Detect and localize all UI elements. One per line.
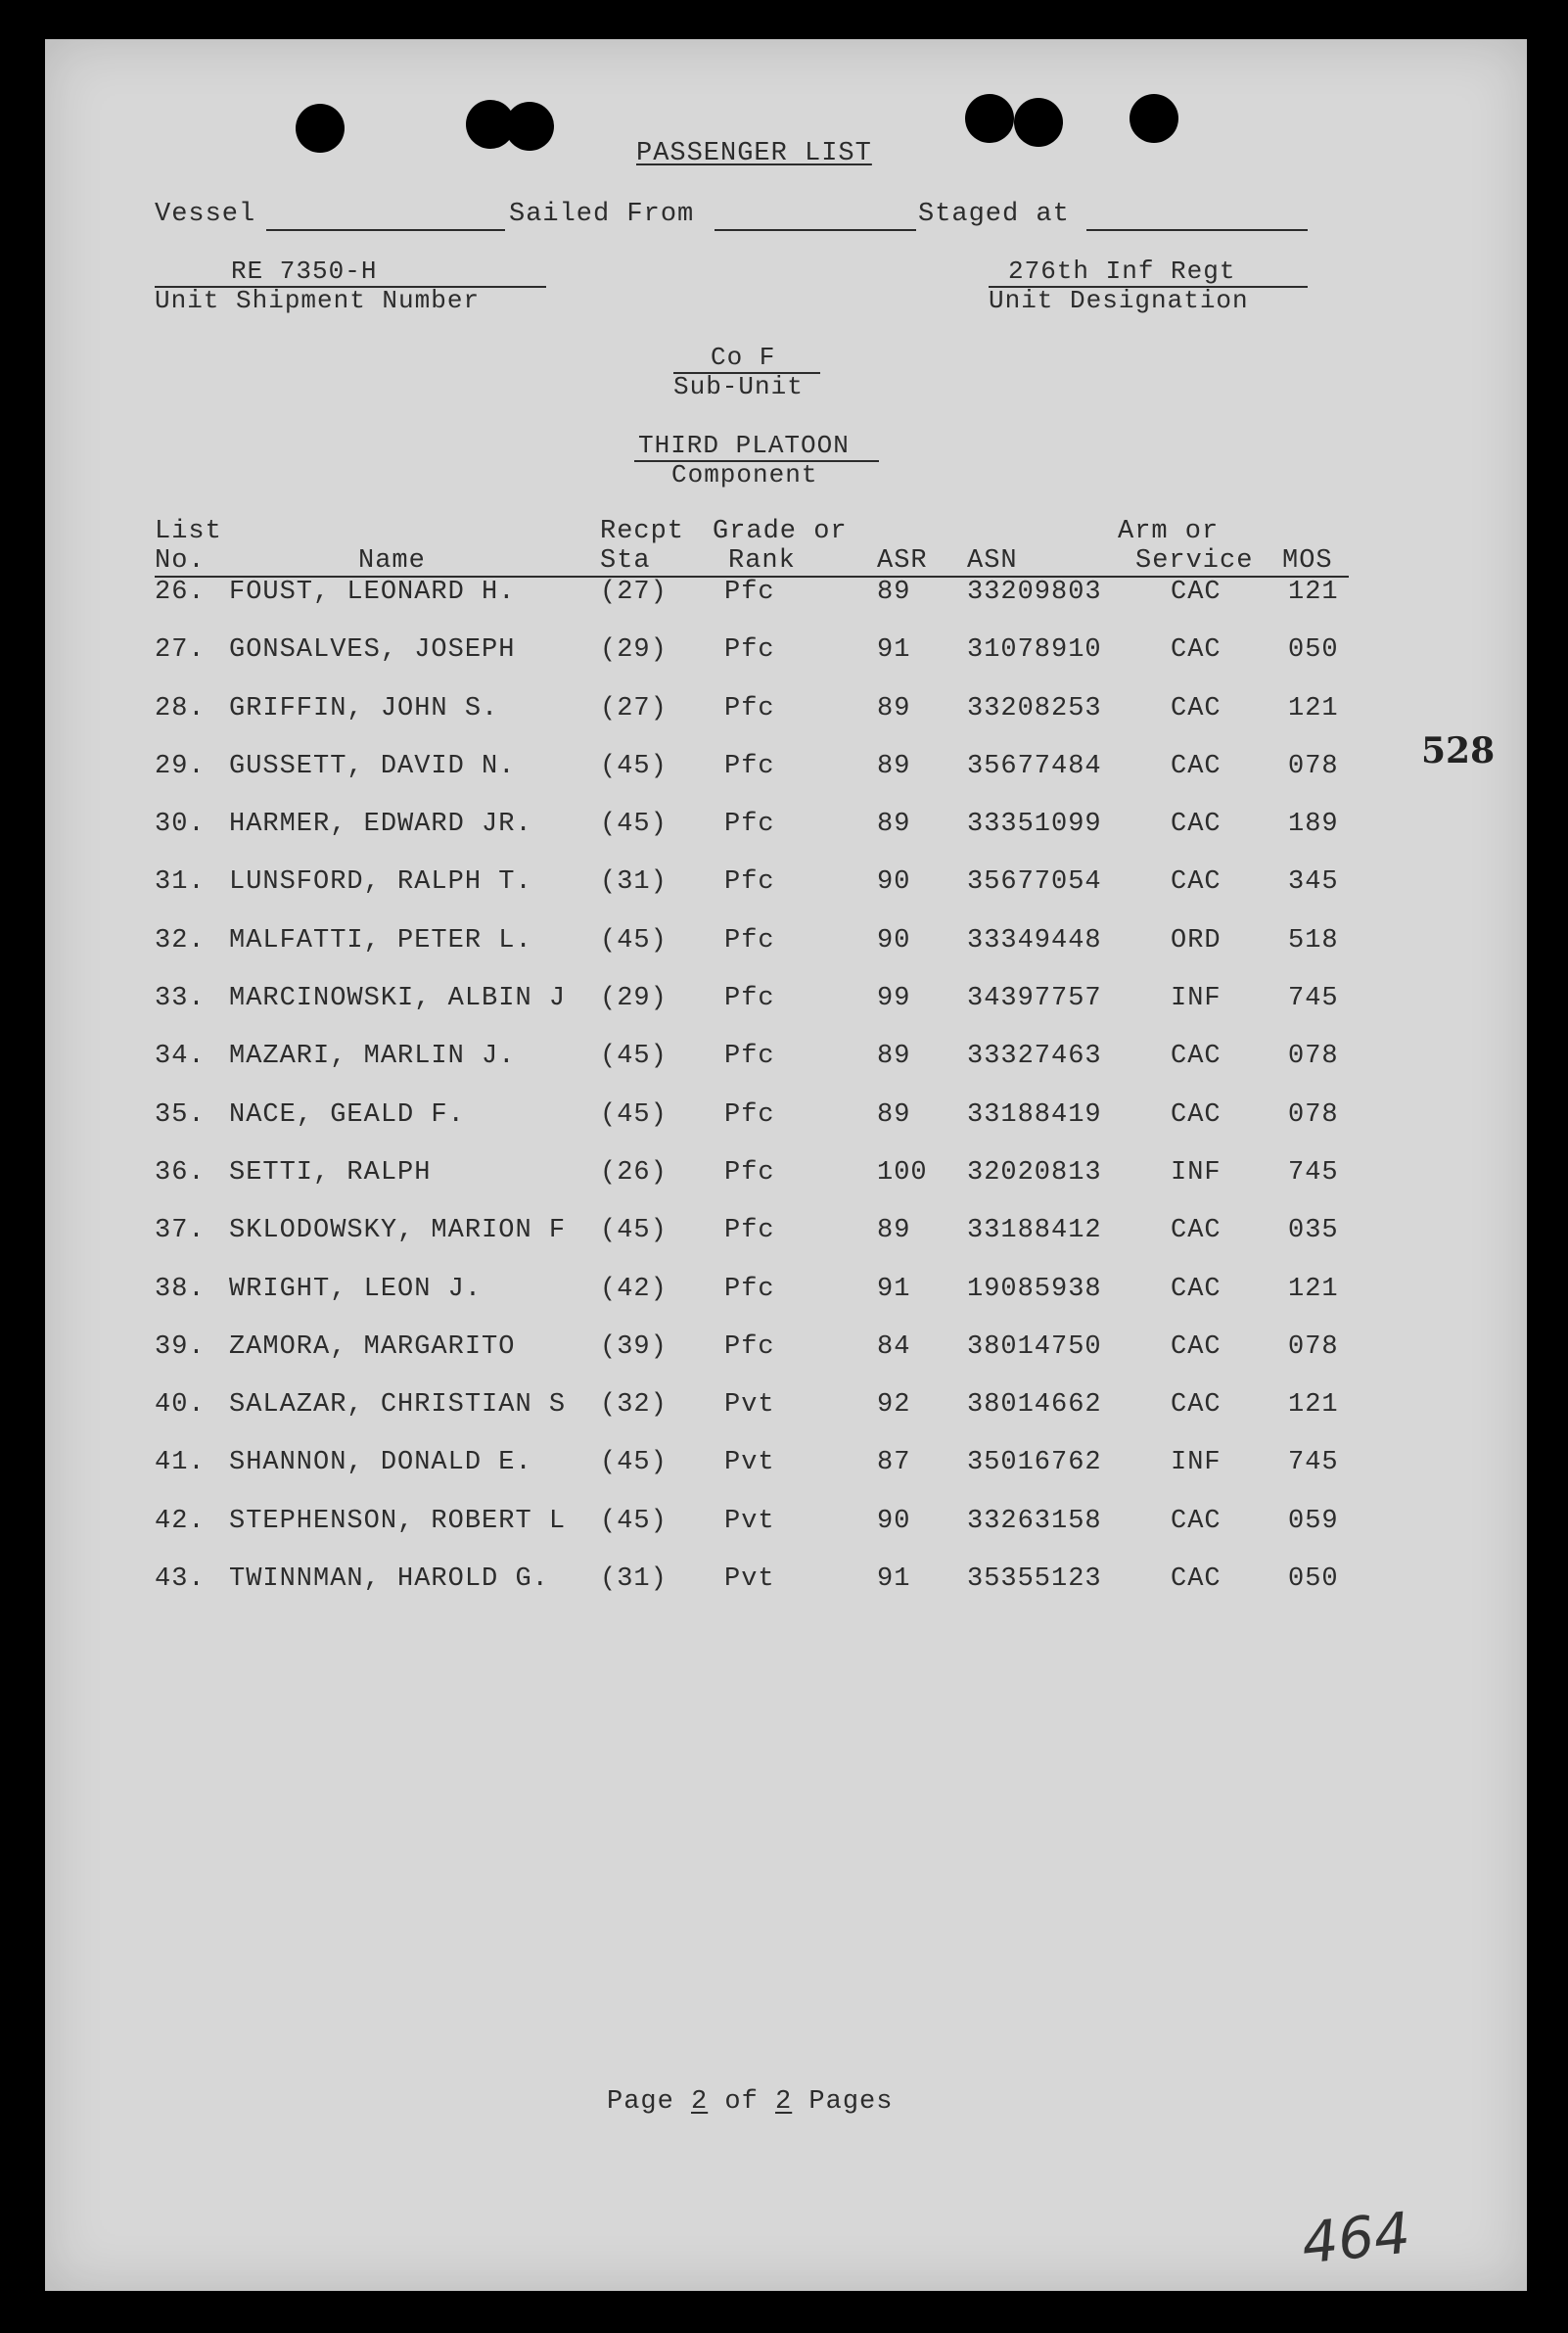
row-number: 27. (155, 635, 206, 666)
passenger-name: LUNSFORD, RALPH T. (229, 867, 532, 898)
arm-service: CAC (1171, 1564, 1222, 1595)
header-asn: ASN (967, 546, 1018, 576)
recpt-sta: (39) (600, 1331, 668, 1362)
page-footer-mid: of (708, 2087, 776, 2117)
table-row (155, 1275, 1349, 1332)
recpt-sta: (31) (600, 867, 668, 898)
asr-score: 90 (877, 867, 911, 898)
unit-shipment-number: RE 7350-H (231, 257, 378, 286)
header-grade: Grade or (713, 517, 848, 546)
page-footer-suffix: Pages (792, 2087, 894, 2117)
recpt-sta: (31) (600, 1564, 668, 1595)
arm-service: CAC (1171, 1274, 1222, 1304)
grade-rank: Pfc (724, 925, 775, 956)
arm-service: INF (1171, 1448, 1222, 1478)
asr-score: 90 (877, 925, 911, 956)
asr-score: 87 (877, 1448, 911, 1478)
header-arm: Arm or (1118, 517, 1220, 546)
arm-service: CAC (1171, 578, 1222, 607)
mos-code: 035 (1288, 1216, 1339, 1246)
asn-number: 31078910 (967, 635, 1102, 666)
table-row (155, 694, 1349, 752)
passenger-name: HARMER, EDWARD JR. (229, 810, 532, 840)
page-footer (607, 2087, 893, 2117)
passenger-name: TWINNMAN, HAROLD G. (229, 1564, 549, 1595)
recpt-sta: (45) (600, 1099, 668, 1130)
table-row (155, 1332, 1349, 1390)
recpt-sta: (45) (600, 1448, 668, 1478)
passenger-name: MARCINOWSKI, ALBIN J (229, 984, 567, 1014)
punch-hole (965, 94, 1014, 143)
mos-code: 050 (1288, 635, 1339, 666)
vessel-blank (266, 229, 505, 231)
grade-rank: Pfc (724, 1331, 775, 1362)
recpt-sta: (45) (600, 1216, 668, 1246)
grade-rank: Pfc (724, 693, 775, 723)
passenger-name: WRIGHT, LEON J. (229, 1274, 483, 1304)
mos-code: 059 (1288, 1506, 1339, 1536)
mos-code: 745 (1288, 984, 1339, 1014)
table-row (155, 1390, 1349, 1448)
mos-code: 078 (1288, 751, 1339, 781)
grade-rank: Pfc (724, 578, 775, 607)
sailed-from-blank (715, 229, 916, 231)
page-number: 2 (691, 2087, 709, 2117)
unit-shipment-number-label: Unit Shipment Number (155, 286, 481, 315)
asr-score: 84 (877, 1331, 911, 1362)
row-number: 33. (155, 984, 206, 1014)
arm-service: ORD (1171, 925, 1222, 956)
row-number: 34. (155, 1042, 206, 1072)
staged-at-blank (1086, 229, 1308, 231)
passenger-name: ZAMORA, MARGARITO (229, 1331, 516, 1362)
mos-code: 121 (1288, 578, 1339, 607)
row-number: 36. (155, 1157, 206, 1188)
row-number: 28. (155, 693, 206, 723)
asn-number: 19085938 (967, 1274, 1102, 1304)
asr-score: 99 (877, 984, 911, 1014)
row-number: 29. (155, 751, 206, 781)
header-asr: ASR (877, 546, 928, 576)
handwritten-number: 464 (1298, 2199, 1413, 2277)
component-label: Component (671, 460, 818, 490)
arm-service: CAC (1171, 1216, 1222, 1246)
table-row (155, 867, 1349, 925)
table-row (155, 984, 1349, 1042)
grade-rank: Pfc (724, 984, 775, 1014)
asn-number: 33188419 (967, 1099, 1102, 1130)
row-number: 42. (155, 1506, 206, 1536)
recpt-sta: (45) (600, 1506, 668, 1536)
passenger-name: SKLODOWSKY, MARION F (229, 1216, 567, 1246)
grade-rank: Pfc (724, 1274, 775, 1304)
punch-hole (296, 104, 345, 153)
asn-number: 33263158 (967, 1506, 1102, 1536)
component: THIRD PLATOON (638, 431, 850, 460)
table-row (155, 578, 1349, 635)
arm-service: CAC (1171, 1331, 1222, 1362)
passenger-name: GRIFFIN, JOHN S. (229, 693, 499, 723)
asn-number: 38014662 (967, 1390, 1102, 1421)
asr-score: 91 (877, 1564, 911, 1595)
recpt-sta: (32) (600, 1390, 668, 1421)
asr-score: 89 (877, 1216, 911, 1246)
asr-score: 89 (877, 1099, 911, 1130)
recpt-sta: (45) (600, 751, 668, 781)
asr-score: 89 (877, 810, 911, 840)
row-number: 31. (155, 867, 206, 898)
header-rank: Rank (728, 546, 796, 576)
passenger-name: SALAZAR, CHRISTIAN S (229, 1390, 567, 1421)
passenger-name: MALFATTI, PETER L. (229, 925, 532, 956)
header-list: List (155, 517, 222, 546)
punch-hole (1014, 98, 1063, 147)
passenger-name: SETTI, RALPH (229, 1157, 432, 1188)
arm-service: INF (1171, 984, 1222, 1014)
mos-code: 121 (1288, 1274, 1339, 1304)
asr-score: 92 (877, 1390, 911, 1421)
recpt-sta: (29) (600, 635, 668, 666)
passenger-table (155, 517, 1349, 1622)
asn-number: 33351099 (967, 810, 1102, 840)
row-number: 26. (155, 578, 206, 607)
passenger-name: FOUST, LEONARD H. (229, 578, 516, 607)
page-total: 2 (775, 2087, 793, 2117)
passenger-name: STEPHENSON, ROBERT L (229, 1506, 567, 1536)
row-number: 30. (155, 810, 206, 840)
passenger-name: NACE, GEALD F. (229, 1099, 465, 1130)
grade-rank: Pfc (724, 1157, 775, 1188)
row-number: 37. (155, 1216, 206, 1246)
arm-service: CAC (1171, 635, 1222, 666)
arm-service: CAC (1171, 867, 1222, 898)
asr-score: 90 (877, 1506, 911, 1536)
asr-score: 89 (877, 578, 911, 607)
recpt-sta: (26) (600, 1157, 668, 1188)
table-row (155, 1507, 1349, 1564)
mos-code: 050 (1288, 1564, 1339, 1595)
mos-code: 745 (1288, 1157, 1339, 1188)
arm-service: CAC (1171, 1042, 1222, 1072)
asn-number: 35016762 (967, 1448, 1102, 1478)
asn-number: 33327463 (967, 1042, 1102, 1072)
table-row (155, 1158, 1349, 1216)
header-mos: MOS (1282, 546, 1333, 576)
table-row (155, 1042, 1349, 1099)
unit-designation-label: Unit Designation (989, 286, 1249, 315)
passenger-name: SHANNON, DONALD E. (229, 1448, 532, 1478)
table-row (155, 635, 1349, 693)
mos-code: 121 (1288, 1390, 1339, 1421)
row-number: 43. (155, 1564, 206, 1595)
arm-service: INF (1171, 1157, 1222, 1188)
grade-rank: Pfc (724, 1042, 775, 1072)
asr-score: 89 (877, 693, 911, 723)
arm-service: CAC (1171, 693, 1222, 723)
mos-code: 121 (1288, 693, 1339, 723)
grade-rank: Pvt (724, 1506, 775, 1536)
sub-unit: Co F (711, 343, 776, 372)
header-service: Service (1135, 546, 1254, 576)
mos-code: 345 (1288, 867, 1339, 898)
arm-service: CAC (1171, 1390, 1222, 1421)
mos-code: 078 (1288, 1099, 1339, 1130)
row-number: 35. (155, 1099, 206, 1130)
recpt-sta: (45) (600, 925, 668, 956)
asn-number: 33208253 (967, 693, 1102, 723)
mos-code: 078 (1288, 1042, 1339, 1072)
header-name: Name (358, 546, 426, 576)
punch-hole (505, 102, 554, 151)
punch-hole (1130, 94, 1178, 143)
table-row (155, 1100, 1349, 1158)
mos-code: 189 (1288, 810, 1339, 840)
table-row (155, 926, 1349, 984)
unit-designation: 276th Inf Regt (1008, 257, 1236, 286)
stamp-number: 528 (1421, 730, 1496, 771)
table-row (155, 752, 1349, 810)
asn-number: 35677054 (967, 867, 1102, 898)
row-number: 32. (155, 925, 206, 956)
arm-service: CAC (1171, 810, 1222, 840)
sailed-from-label: Sailed From (509, 200, 695, 229)
table-body (155, 578, 1349, 1622)
asr-score: 100 (877, 1157, 928, 1188)
passenger-name: GUSSETT, DAVID N. (229, 751, 516, 781)
grade-rank: Pfc (724, 635, 775, 666)
arm-service: CAC (1171, 1099, 1222, 1130)
asn-number: 38014750 (967, 1331, 1102, 1362)
grade-rank: Pfc (724, 1216, 775, 1246)
row-number: 40. (155, 1390, 206, 1421)
recpt-sta: (27) (600, 578, 668, 607)
grade-rank: Pfc (724, 810, 775, 840)
mos-code: 078 (1288, 1331, 1339, 1362)
asr-score: 91 (877, 635, 911, 666)
arm-service: CAC (1171, 751, 1222, 781)
recpt-sta: (45) (600, 1042, 668, 1072)
row-number: 41. (155, 1448, 206, 1478)
row-number: 38. (155, 1274, 206, 1304)
table-row (155, 810, 1349, 867)
header-list-no: No. (155, 546, 206, 576)
grade-rank: Pfc (724, 751, 775, 781)
asr-score: 91 (877, 1274, 911, 1304)
document-title: PASSENGER LIST (636, 139, 872, 168)
recpt-sta: (29) (600, 984, 668, 1014)
asr-score: 89 (877, 751, 911, 781)
mos-code: 745 (1288, 1448, 1339, 1478)
asn-number: 32020813 (967, 1157, 1102, 1188)
grade-rank: Pfc (724, 867, 775, 898)
table-row (155, 1564, 1349, 1622)
row-number: 39. (155, 1331, 206, 1362)
table-row (155, 1448, 1349, 1506)
vessel-label: Vessel (155, 200, 256, 229)
asr-score: 89 (877, 1042, 911, 1072)
asn-number: 35355123 (967, 1564, 1102, 1595)
grade-rank: Pfc (724, 1099, 775, 1130)
recpt-sta: (27) (600, 693, 668, 723)
asn-number: 33209803 (967, 578, 1102, 607)
page-footer-prefix: Page (607, 2087, 692, 2117)
staged-at-label: Staged at (918, 200, 1070, 229)
grade-rank: Pvt (724, 1448, 775, 1478)
table-header (155, 517, 1349, 578)
passenger-name: MAZARI, MARLIN J. (229, 1042, 516, 1072)
recpt-sta: (45) (600, 810, 668, 840)
asn-number: 35677484 (967, 751, 1102, 781)
recpt-sta: (42) (600, 1274, 668, 1304)
passenger-name: GONSALVES, JOSEPH (229, 635, 516, 666)
header-sta: Sta (600, 546, 651, 576)
table-row (155, 1216, 1349, 1274)
grade-rank: Pvt (724, 1564, 775, 1595)
arm-service: CAC (1171, 1506, 1222, 1536)
grade-rank: Pvt (724, 1390, 775, 1421)
mos-code: 518 (1288, 925, 1339, 956)
asn-number: 34397757 (967, 984, 1102, 1014)
sub-unit-label: Sub-Unit (673, 372, 804, 401)
header-recpt: Recpt (600, 517, 685, 546)
asn-number: 33349448 (967, 925, 1102, 956)
asn-number: 33188412 (967, 1216, 1102, 1246)
